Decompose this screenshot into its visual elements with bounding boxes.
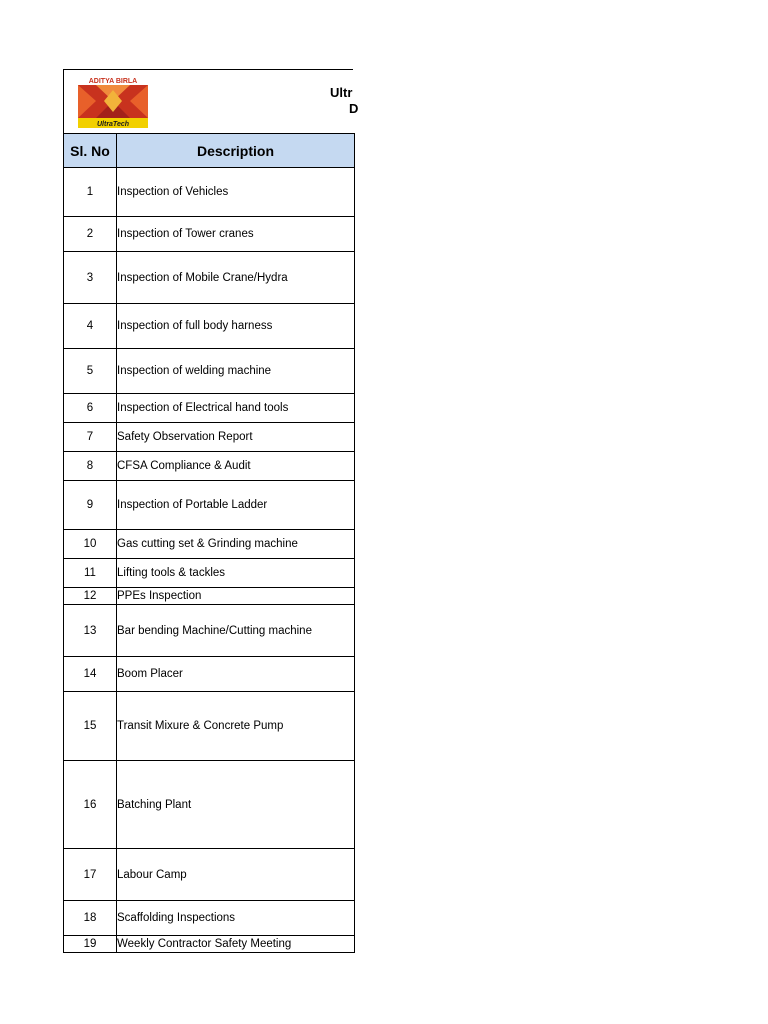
row-number: 12 — [64, 588, 117, 605]
table-row — [64, 657, 355, 692]
row-number: 17 — [64, 849, 117, 901]
row-number: 15 — [64, 692, 117, 761]
row-number: 16 — [64, 761, 117, 849]
header-sl-no: Sl. No — [64, 134, 117, 168]
header-description: Description — [117, 134, 355, 168]
row-description: Labour Camp — [117, 849, 355, 901]
row-number: 11 — [64, 559, 117, 588]
row-number: 7 — [64, 423, 117, 452]
table-row — [64, 252, 355, 304]
svg-text:UltraTech: UltraTech — [96, 121, 130, 128]
row-number: 18 — [64, 901, 117, 936]
table-row — [64, 901, 355, 936]
table-row — [64, 936, 355, 953]
table-row — [64, 168, 355, 217]
row-number: 13 — [64, 605, 117, 657]
row-number: 9 — [64, 481, 117, 530]
row-number: 8 — [64, 452, 117, 481]
svg-text:ADITYA BIRLA: ADITYA BIRLA — [88, 78, 138, 85]
table-row — [64, 304, 355, 349]
table-row — [64, 559, 355, 588]
row-description: Inspection of Electrical hand tools — [117, 394, 355, 423]
inspection-table — [63, 133, 355, 953]
row-description: Lifting tools & tackles — [117, 559, 355, 588]
table-row — [64, 530, 355, 559]
title-line-1: Ultr — [330, 85, 353, 100]
row-number: 10 — [64, 530, 117, 559]
table-row — [64, 588, 355, 605]
row-description: Inspection of Tower cranes — [117, 217, 355, 252]
row-description: Boom Placer — [117, 657, 355, 692]
row-number: 19 — [64, 936, 117, 953]
row-description: Transit Mixure & Concrete Pump — [117, 692, 355, 761]
row-description: Inspection of Portable Ladder — [117, 481, 355, 530]
table-row — [64, 423, 355, 452]
table-row — [64, 481, 355, 530]
row-number: 6 — [64, 394, 117, 423]
table-row — [64, 349, 355, 394]
table-row — [64, 761, 355, 849]
table-row — [64, 849, 355, 901]
row-number: 4 — [64, 304, 117, 349]
row-number: 2 — [64, 217, 117, 252]
table-row — [64, 394, 355, 423]
row-description: Weekly Contractor Safety Meeting — [117, 936, 355, 953]
row-description: Safety Observation Report — [117, 423, 355, 452]
row-number: 3 — [64, 252, 117, 304]
table-row — [64, 605, 355, 657]
row-description: Gas cutting set & Grinding machine — [117, 530, 355, 559]
row-description: Inspection of Vehicles — [117, 168, 355, 217]
row-description: Inspection of Mobile Crane/Hydra — [117, 252, 355, 304]
header-row — [64, 134, 355, 168]
row-description: Inspection of full body harness — [117, 304, 355, 349]
row-description: Batching Plant — [117, 761, 355, 849]
row-description: Scaffolding Inspections — [117, 901, 355, 936]
row-number: 5 — [64, 349, 117, 394]
title-block — [63, 69, 359, 134]
row-number: 14 — [64, 657, 117, 692]
table-row — [64, 452, 355, 481]
title-line-2: D — [349, 101, 359, 116]
row-description: Bar bending Machine/Cutting machine — [117, 605, 355, 657]
row-number: 1 — [64, 168, 117, 217]
row-description: PPEs Inspection — [117, 588, 355, 605]
aditya-birla-ultratech-logo — [76, 76, 150, 128]
row-description: Inspection of welding machine — [117, 349, 355, 394]
table-row — [64, 217, 355, 252]
table-row — [64, 692, 355, 761]
row-description: CFSA Compliance & Audit — [117, 452, 355, 481]
